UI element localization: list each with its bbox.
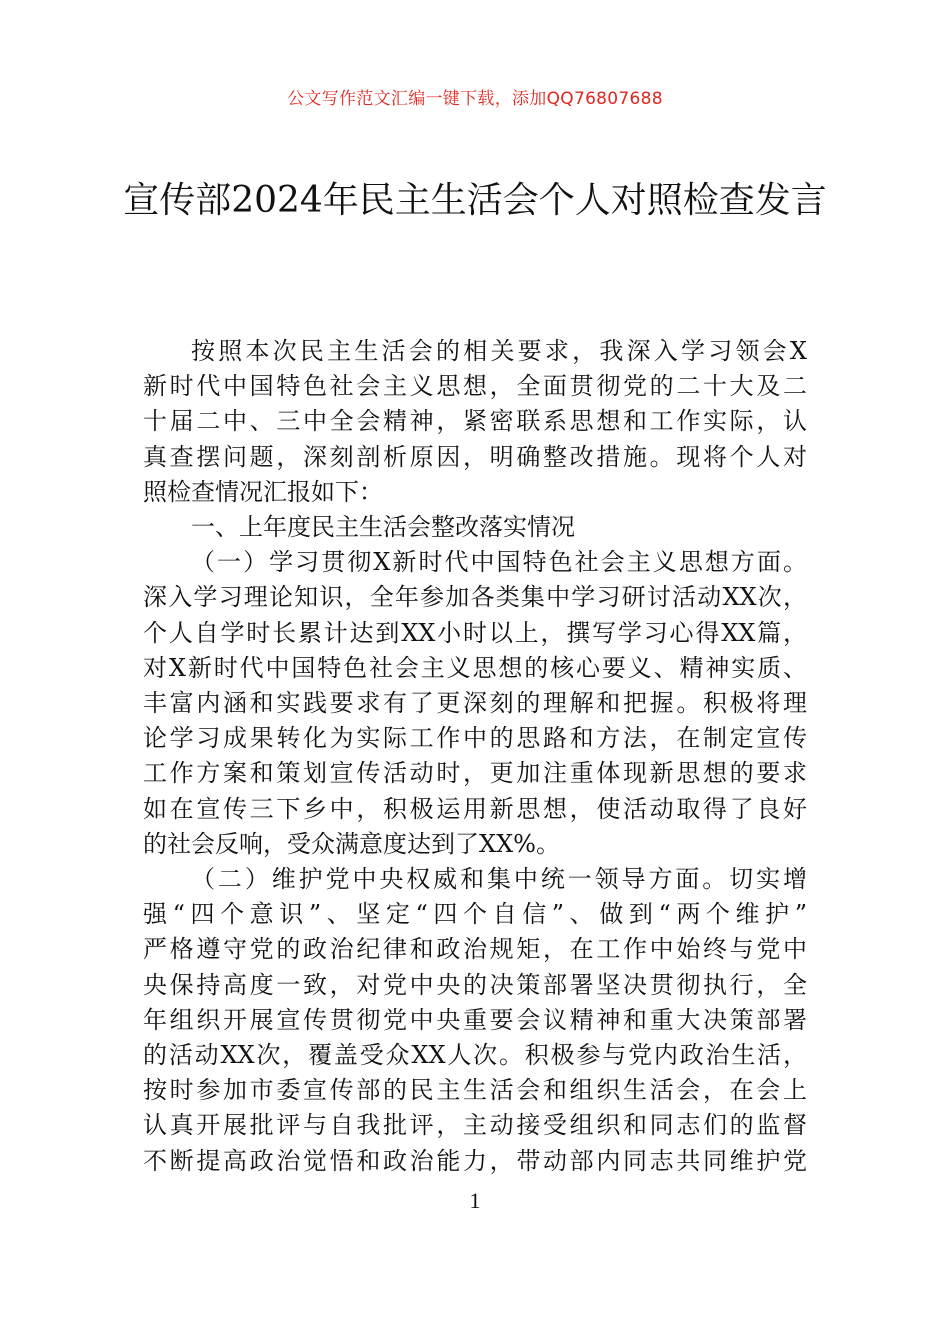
header-download-note: 公文写作范文汇编一键下载，添加QQ76807688: [287, 89, 663, 109]
text-line: （二）维护党中央权威和集中统一领导方面。切实增: [191, 865, 807, 894]
document-title: 宣传部2024年民主生活会个人对照检查发言: [123, 180, 827, 221]
text-line: 照检查情况汇报如下：: [143, 477, 383, 506]
body-paragraph: [143, 334, 807, 510]
text-line: 的社会反响，受众满意度达到了XX%。: [143, 829, 560, 858]
section-heading: [143, 510, 807, 545]
text-line: 十届二中、三中全会精神，紧密联系思想和工作实际，认: [143, 407, 807, 436]
text-line: 深入学习理论知识，全年参加各类集中学习研讨活动XX次，: [143, 583, 807, 612]
document-body: [143, 334, 807, 1179]
text-line: 严格遵守党的政治纪律和政治规矩，在工作中始终与党中: [143, 935, 807, 964]
text-line: （一）学习贯彻X新时代中国特色社会主义思想方面。: [191, 548, 807, 577]
body-paragraph: [143, 545, 807, 862]
text-line: 强“四个意识”、坚定“四个自信”、做到“两个维护”: [143, 900, 807, 929]
text-line: 不断提高政治觉悟和政治能力，带动部内同志共同维护党: [143, 1146, 807, 1175]
text-line: 的活动XX次，覆盖受众XX人次。积极参与党内政治生活，: [143, 1041, 807, 1070]
text-line: 按时参加市委宣传部的民主生活会和组织生活会，在会上: [143, 1076, 807, 1105]
body-paragraph: [143, 862, 807, 1179]
text-line: 真查摆问题，深刻剖析原因，明确整改措施。现将个人对: [143, 442, 807, 471]
text-line: 新时代中国特色社会主义思想，全面贯彻党的二十大及二: [143, 372, 807, 401]
text-line: 论学习成果转化为实际工作中的思路和方法，在制定宣传: [143, 724, 807, 753]
text-line: 工作方案和策划宣传活动时，更加注重体现新思想的要求: [143, 759, 807, 788]
text-line: 按照本次民主生活会的相关要求，我深入学习领会X: [191, 337, 807, 365]
text-line: 丰富内涵和实践要求有了更深刻的理解和把握。积极将理: [143, 689, 807, 718]
text-line: 央保持高度一致，对党中央的决策部署坚决贯彻执行，全: [143, 970, 807, 999]
text-line: 对X新时代中国特色社会主义思想的核心要义、精神实质、: [143, 653, 807, 682]
text-line: 个人自学时长累计达到XX小时以上，撰写学习心得XX篇，: [143, 618, 807, 647]
text-line: 一、上年度民主生活会整改落实情况: [191, 513, 575, 542]
text-line: 如在宣传三下乡中，积极运用新思想，使活动取得了良好: [143, 794, 807, 823]
text-line: 年组织开展宣传贯彻党中央重要会议精神和重大决策部署: [143, 1005, 807, 1034]
text-line: 认真开展批评与自我批评，主动接受组织和同志们的监督: [143, 1111, 807, 1140]
page-number: 1: [469, 1188, 481, 1213]
